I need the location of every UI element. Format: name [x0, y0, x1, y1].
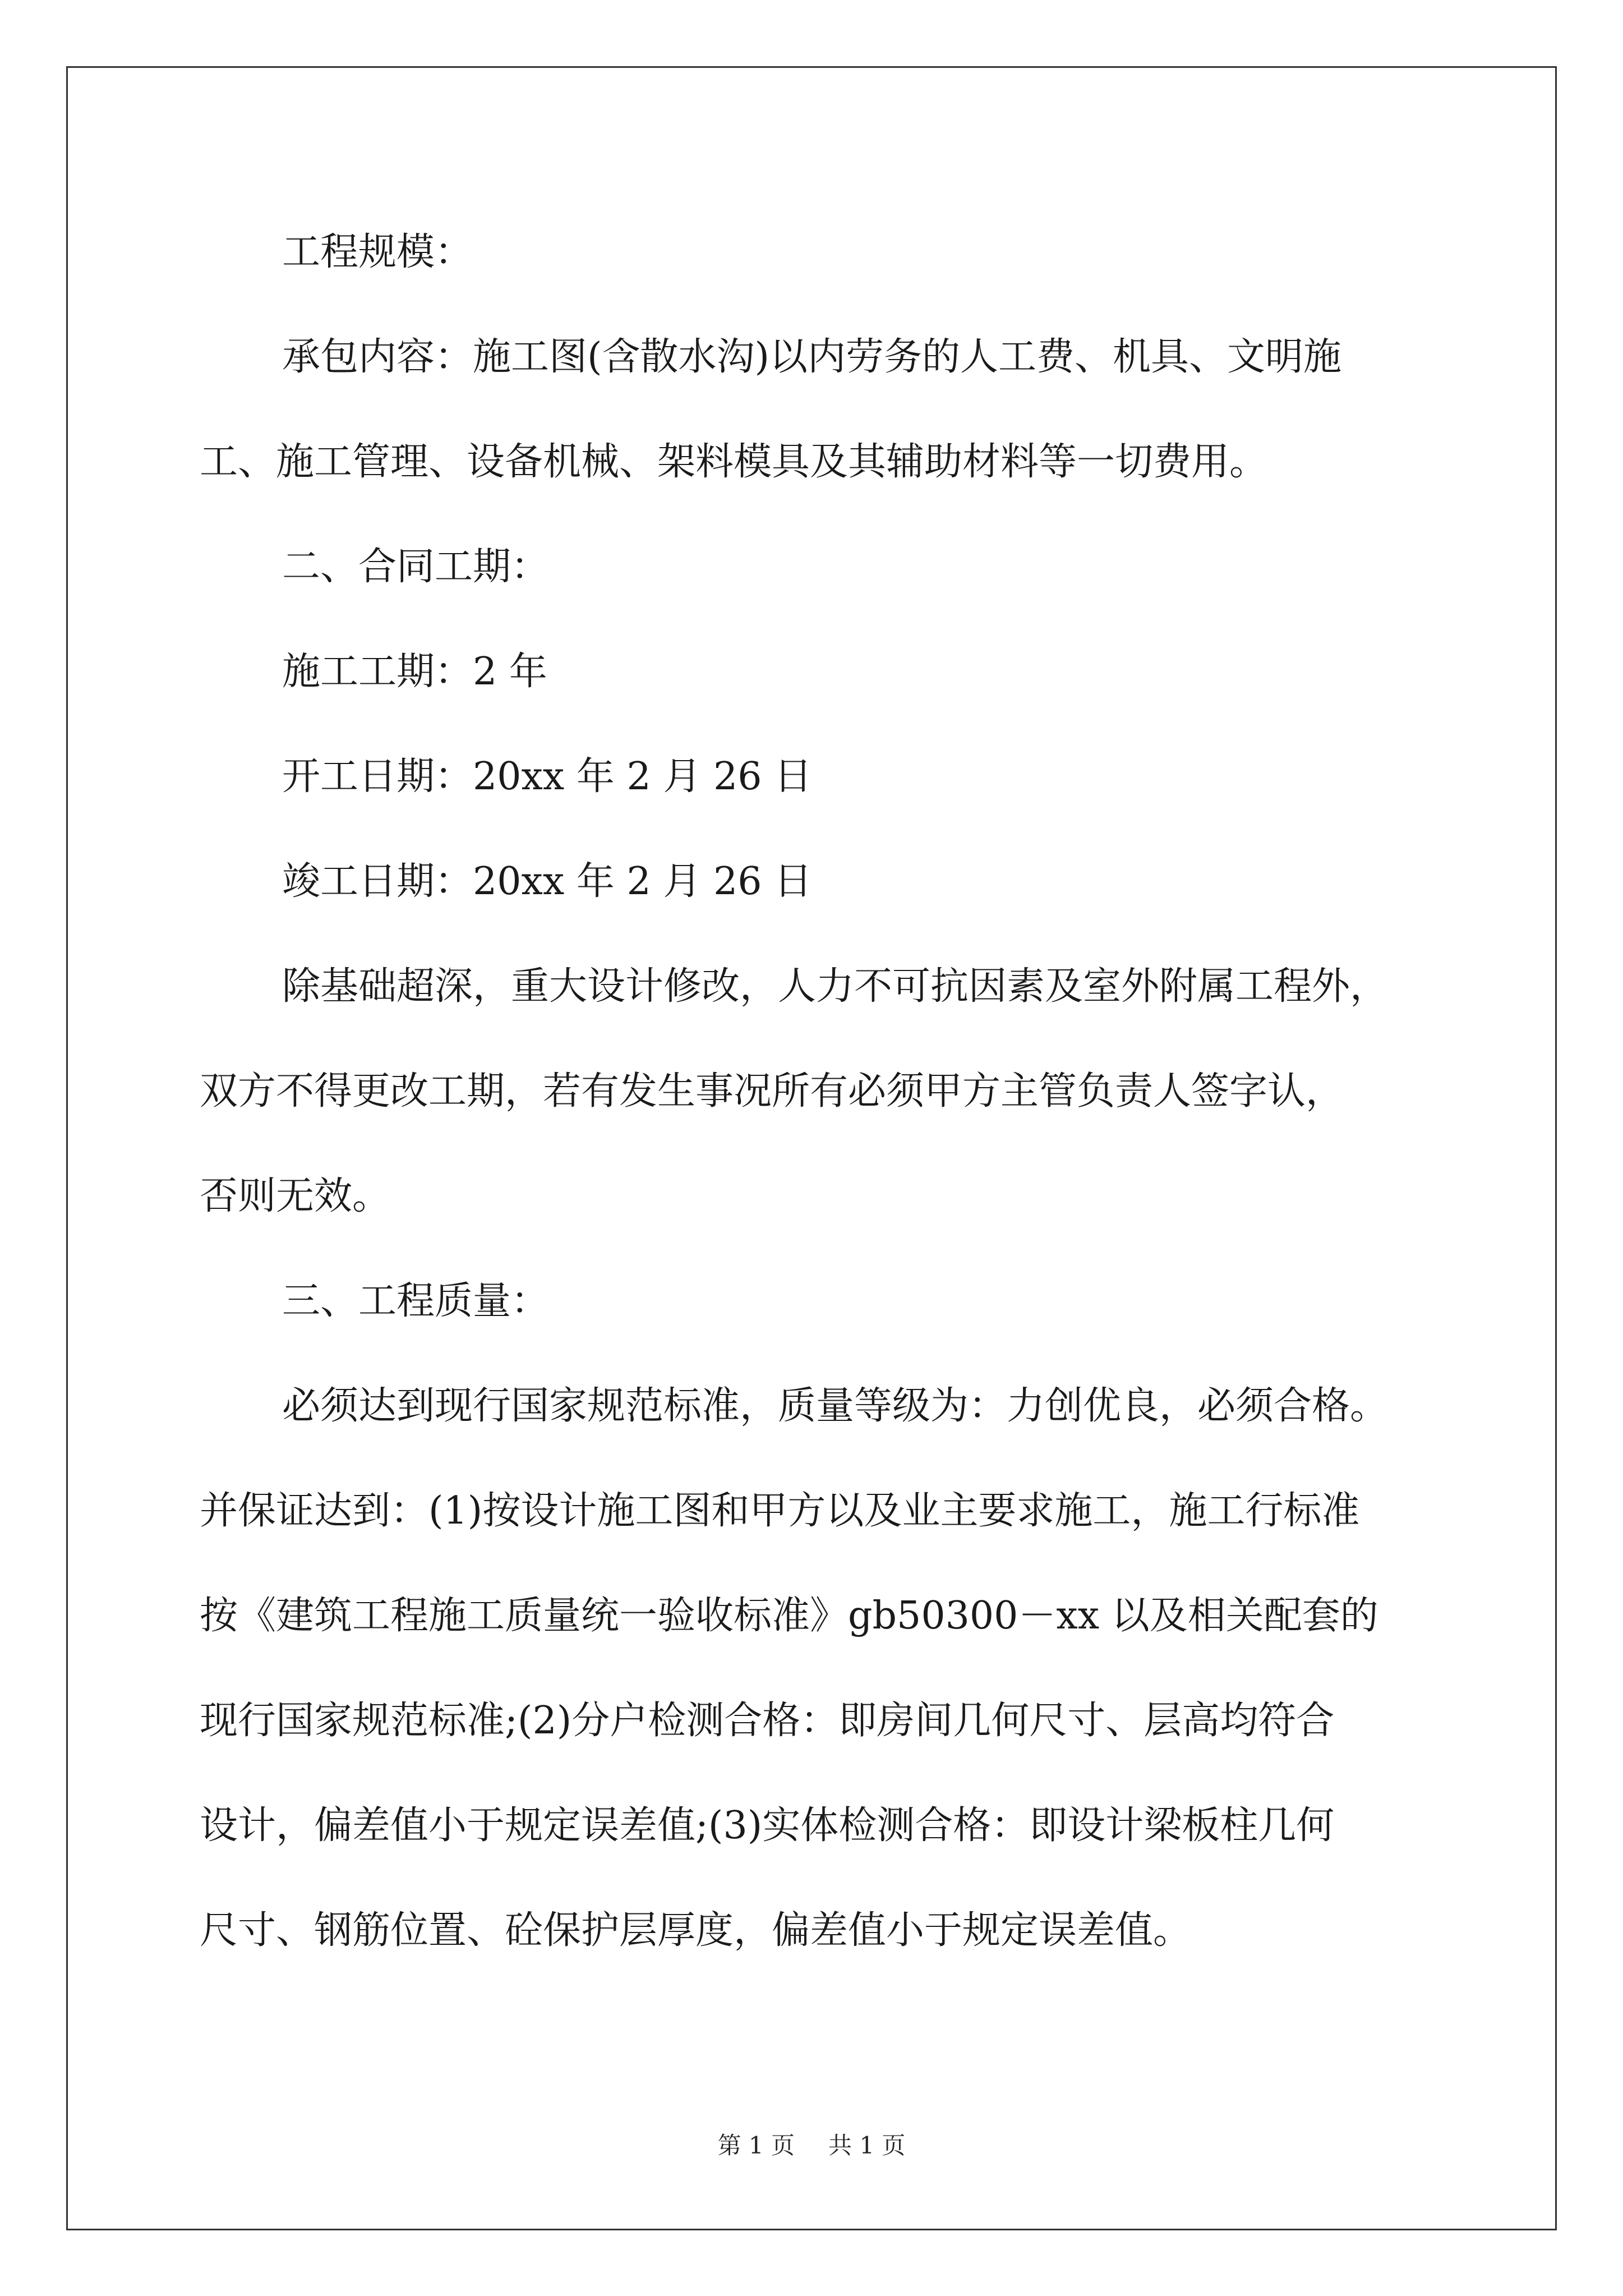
page-footer	[0, 2132, 1623, 2160]
text-line-entity-check-end: 尺寸、钢筋位置、砼保护层厚度，偏差值小于规定误差值。	[200, 1908, 1192, 1953]
page-total: 共 1 页	[828, 2132, 906, 2159]
text-line-construction-period: 施工工期：2 年	[282, 650, 547, 694]
text-line-exceptions-cont: 双方不得更改工期，若有发生事况所有必须甲方主管负责人签字认，	[200, 1069, 1344, 1114]
text-line-entity-check: 设计，偏差值小于规定误差值;(3)实体检测合格：即设计梁板柱几何	[200, 1803, 1335, 1848]
text-line-household-check: 现行国家规范标准;(2)分户检测合格：即房间几何尺寸、层高均符合	[200, 1699, 1335, 1743]
text-line-quality-guarantee: 并保证达到：(1)按设计施工图和甲方以及业主要求施工，施工行标准	[200, 1489, 1360, 1533]
text-line-contract-content-cont: 工、施工管理、设备机械、架料模具及其辅助材料等一切费用。	[200, 440, 1268, 484]
text-line-quality-standard-ref: 按《建筑工程施工质量统一验收标准》gb50300－xx 以及相关配套的	[200, 1594, 1378, 1638]
section-heading-quality: 三、工程质量：	[282, 1279, 550, 1323]
page-number: 第 1 页	[717, 2132, 795, 2159]
text-line-scale: 工程规模：	[282, 230, 473, 274]
text-line-start-date: 开工日期：20xx 年 2 月 26 日	[282, 754, 813, 799]
text-line-contract-content: 承包内容：施工图(含散水沟)以内劳务的人工费、机具、文明施	[282, 335, 1342, 379]
text-line-quality-standard: 必须达到现行国家规范标准，质量等级为：力创优良，必须合格。	[282, 1384, 1389, 1428]
text-line-exceptions: 除基础超深，重大设计修改，人力不可抗因素及室外附属工程外，	[282, 964, 1389, 1009]
text-line-completion-date: 竣工日期：20xx 年 2 月 26 日	[282, 859, 813, 904]
text-line-exceptions-end: 否则无效。	[200, 1174, 391, 1218]
page-frame	[66, 66, 1557, 2230]
section-heading-duration: 二、合同工期：	[282, 545, 550, 589]
